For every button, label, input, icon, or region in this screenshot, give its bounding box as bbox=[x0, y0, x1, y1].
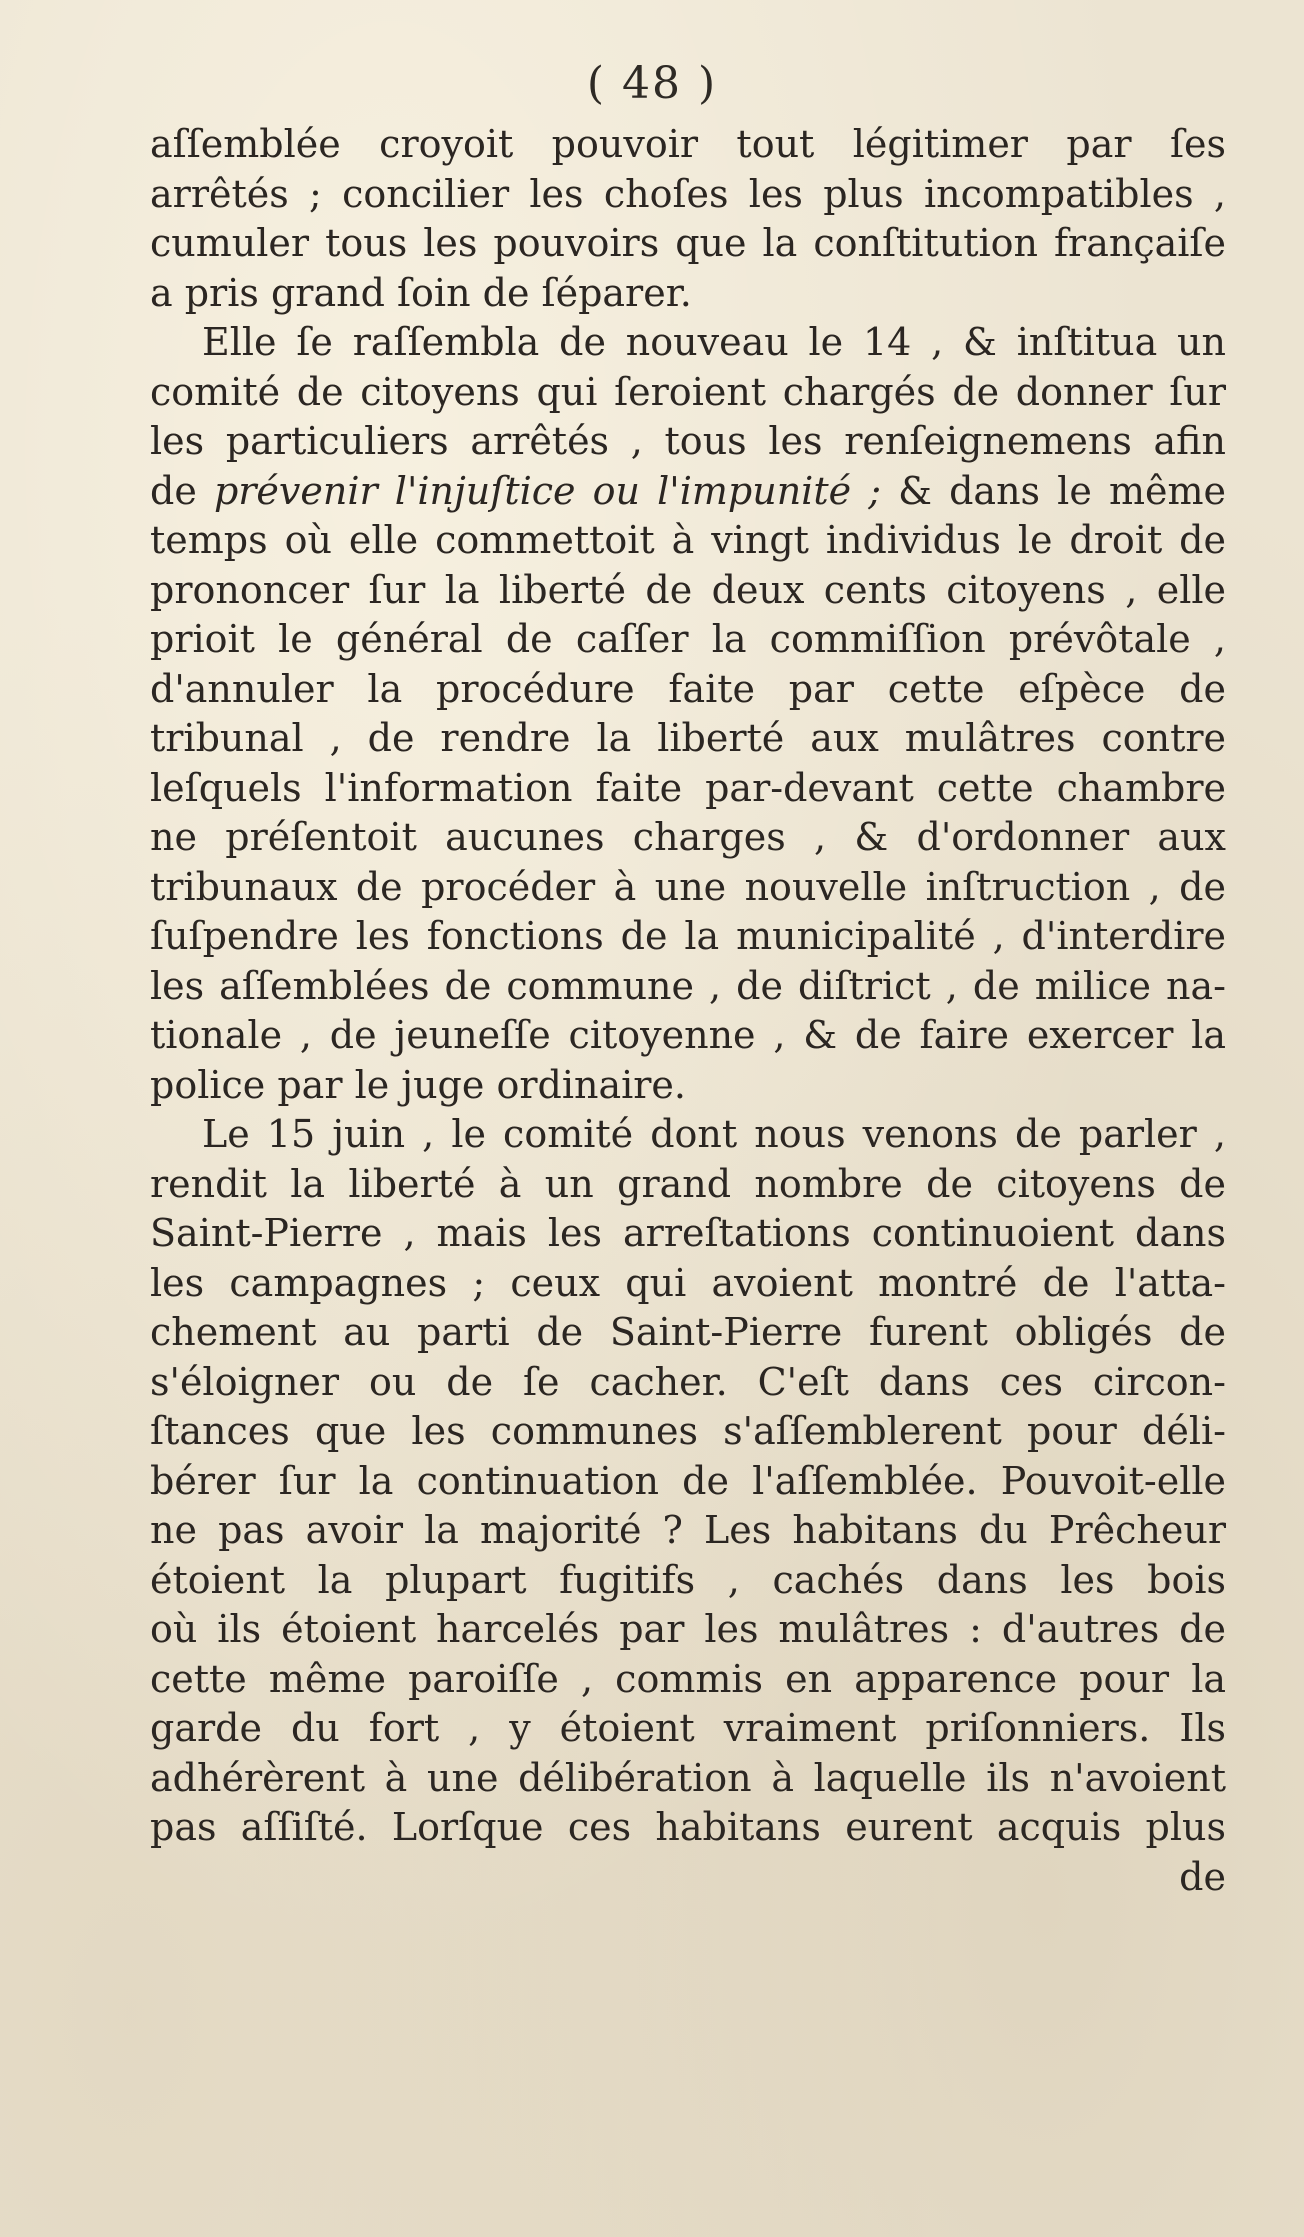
text-line: aſſemblée croyoit pouvoir tout légitimer par ſes bbox=[150, 122, 1226, 166]
text-line: adhérèrent à une délibération à laquelle ils n'avoient bbox=[150, 1755, 1226, 1800]
text-line: comité de citoyens qui ſeroient chargés de donner ſur bbox=[150, 369, 1226, 414]
text-line: cette même paroiſſe , commis en apparence pour la bbox=[150, 1656, 1226, 1701]
text-line: prononcer ſur la liberté de deux cents citoyens , elle bbox=[150, 567, 1226, 612]
text-line: ſuſpendre les fonctions de la municipalité , d'interdire bbox=[150, 914, 1226, 958]
text-line: tionale , de jeuneſſe citoyenne , & de faire exercer la bbox=[150, 1013, 1226, 1057]
text-line: Saint-Pierre , mais les arreſtations continuoient dans bbox=[150, 1211, 1226, 1255]
text-line: les aſſemblées de commune , de diſtrict , de milice na- bbox=[150, 963, 1226, 1008]
text-line: les campagnes ; ceux qui avoient montré de l'atta- bbox=[150, 1260, 1226, 1305]
text-line-with-italic bbox=[150, 467, 1226, 517]
text-line: a pris grand ſoin de ſéparer. bbox=[150, 270, 692, 315]
text-line: s'éloigner ou de ſe cacher. C'eſt dans ces circon- bbox=[150, 1359, 1226, 1404]
text-line: temps où elle commettoit à vingt individus le droit de bbox=[150, 518, 1226, 562]
text-line: bérer ſur la continuation de l'aſſemblée. Pouvoit-elle bbox=[150, 1458, 1226, 1503]
text-line: ſtances que les communes s'aſſemblerent pour déli- bbox=[150, 1409, 1226, 1453]
text-line: tribunal , de rendre la liberté aux mulâtres contre bbox=[150, 716, 1226, 760]
text-line: prioit le général de caſſer la commiſſion prévôtale , bbox=[150, 617, 1226, 661]
paragraph-start-line: Le 15 juin , le comité dont nous venons de parler , bbox=[202, 1112, 1226, 1156]
text-line: ne pas avoir la majorité ? Les habitans du Prêcheur bbox=[150, 1508, 1226, 1552]
text-line: leſquels l'information faite par-devant cette chambre bbox=[150, 765, 1226, 810]
text-line: tribunaux de procéder à une nouvelle inſtruction , de bbox=[150, 864, 1226, 909]
text-line: étoient la plupart fugitifs , cachés dans les bois bbox=[150, 1557, 1226, 1602]
text-line: police par le juge ordinaire. bbox=[150, 1062, 686, 1107]
body-text bbox=[150, 120, 1226, 1902]
text-line: ne préſentoit aucunes charges , & d'ordonner aux bbox=[150, 815, 1226, 859]
text-line: rendit la liberté à un grand nombre de citoyens de bbox=[150, 1161, 1226, 1206]
text-segment: de bbox=[150, 468, 214, 513]
text-line: où ils étoient harcelés par les mulâtres : d'autres de bbox=[150, 1607, 1226, 1651]
text-line: garde du fort , y étoient vraiment priſonniers. Ils bbox=[150, 1706, 1226, 1750]
text-line: chement au parti de Saint-Pierre furent obligés de bbox=[150, 1310, 1226, 1354]
catchword: de bbox=[1179, 1854, 1226, 1899]
italic-quote: prévenir l'injuſtice ou l'impunité ; bbox=[213, 468, 882, 513]
text-line: arrêtés ; concilier les choſes les plus incompatibles , bbox=[150, 171, 1226, 216]
text-segment: & dans le même bbox=[881, 468, 1226, 513]
paragraph-start-line: Elle ſe raſſembla de nouveau le 14 , & inſtitua un bbox=[202, 320, 1226, 364]
text-line: cumuler tous les pouvoirs que la conſtitution françaiſe bbox=[150, 221, 1226, 265]
text-line: pas aſſiſté. Lorſque ces habitans eurent acquis plus bbox=[150, 1805, 1226, 1849]
page-number: ( 48 ) bbox=[586, 58, 718, 109]
text-line: d'annuler la procédure faite par cette eſpèce de bbox=[150, 666, 1226, 711]
text-line: les particuliers arrêtés , tous les renſeignemens afin bbox=[150, 419, 1226, 463]
